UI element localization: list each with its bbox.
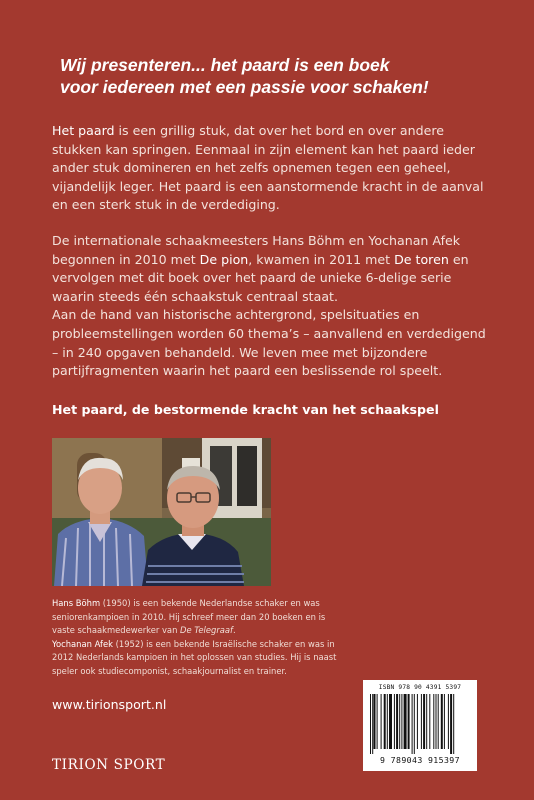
series-paragraph: [52, 232, 492, 381]
tagline: [60, 54, 510, 98]
newspaper-name: De Telegraaf: [180, 625, 233, 636]
ean-text: 9 789043 915397: [380, 755, 460, 765]
series-line-6: probleemstellingen worden 60 thema’s – aanvallend en verdedigend: [52, 325, 486, 341]
series-line-1: De internationale schaakmeesters Hans Böhm en Yochanan Afek: [52, 233, 461, 248]
author-name-afek: Yochanan Afek: [52, 638, 113, 649]
barcode-bar: [441, 694, 443, 749]
barcode-bar: [450, 694, 452, 754]
barcode-bar: [412, 694, 413, 754]
bohm-bio-line-2: seniorenkampioen in 2010. Hij schreef meer dan 20 boeken en is: [52, 611, 326, 622]
barcode-bar: [444, 694, 445, 749]
series-line-3: vervolgen met dit boek over het paard de unieke 6-delige serie: [52, 270, 452, 286]
barcode-bars: [368, 694, 472, 754]
barcode-bar: [426, 694, 427, 749]
series-line-4: waarin steeds één schaakstuk centraal staat.: [52, 288, 338, 304]
barcode-bar: [417, 694, 418, 749]
barcode-bar: [401, 694, 402, 749]
author-name-bohm: Hans Böhm: [52, 598, 101, 608]
barcode-bar: [438, 694, 439, 749]
book-title-toren: De toren: [394, 251, 449, 267]
bohm-bio-line-1: (1950) is een bekende Nederlandse schaker en was: [100, 598, 320, 608]
authors-photo: [52, 438, 271, 586]
afek-bio-line-2: 2012 Nederlands kampioen in het oplossen van studies. Hij is naast: [52, 652, 337, 663]
bohm-bio-end: .: [233, 625, 236, 636]
barcode-bar: [436, 694, 437, 749]
intro-line-2: stukken kan springen. Eenmaal in zijn element kan het paard ieder: [52, 141, 475, 157]
barcode-bar: [408, 694, 410, 749]
website-url: www.tirionsport.nl: [52, 697, 167, 712]
barcode-bar: [372, 694, 373, 754]
book-title-pion: De pion: [199, 251, 249, 267]
tagline-line-2: voor iedereen met een passie voor schaken!: [60, 77, 429, 97]
afek-bio-line-3: speler ook studiecomponist, schaakjournalist en trainer.: [52, 665, 287, 676]
barcode-bar: [404, 694, 407, 749]
series-line-2b: , kwamen in 2011 met: [248, 251, 395, 267]
series-line-2a: begonnen in 2010 met: [52, 251, 200, 267]
barcode-bar: [381, 694, 382, 749]
isbn-text: ISBN 978 90 4391 5397: [378, 684, 462, 691]
bohm-bio-line-3: vaste schaakmedewerker van: [52, 625, 181, 636]
barcode-bar: [374, 694, 376, 749]
barcode-bar: [389, 694, 392, 749]
series-line-8: partijfragmenten waarin het paard een beslissende rol speelt.: [52, 363, 443, 379]
series-line-7: – in 240 opgaven behandeld. We leven mee met bijzondere: [52, 344, 428, 360]
tagline-line-1: Wij presenteren... het paard is een boek: [60, 55, 390, 75]
intro-line-3: ander stuk domineren en het zelfs opnemen tegen een geheel,: [52, 160, 451, 176]
barcode-bar: [399, 694, 400, 749]
intro-line-1: is een grillig stuk, dat over het bord en over andere: [114, 123, 445, 138]
subtitle: Het paard, de bestormende kracht van het schaakspel: [52, 402, 439, 417]
intro-line-4: vijandelijk leger. Het paard is een aanstormende kracht in de aanval: [52, 178, 484, 194]
series-line-2c: en: [448, 251, 469, 267]
barcode-bar: [414, 694, 415, 754]
barcode-bar: [396, 694, 398, 749]
afek-bio-line-1: (1952) is een bekende Israëlische schaker en was in: [112, 638, 335, 649]
barcode-bar: [433, 694, 434, 749]
intro-paragraph: [52, 122, 492, 215]
barcode-bar: [429, 694, 430, 749]
barcode-bar: [453, 694, 454, 754]
barcode-label: [363, 680, 477, 771]
series-line-5: Aan de hand van historische achtergrond, spelsituaties en: [52, 307, 420, 323]
barcode-bar: [421, 694, 422, 749]
intro-lead: Het paard: [52, 123, 115, 138]
barcode-bar: [423, 694, 425, 749]
publisher-logo: TIRION SPORT: [52, 757, 166, 773]
barcode-bar: [448, 694, 449, 749]
barcode-bar: [384, 694, 386, 749]
barcode-bar: [387, 694, 388, 749]
intro-line-5: en een sterk stuk in de verdediging.: [52, 197, 280, 213]
authors-photo-illustration: [52, 438, 271, 586]
barcode-bar: [370, 694, 371, 754]
barcode-bar: [394, 694, 395, 749]
barcode-bar: [377, 694, 378, 749]
author-bios: [52, 597, 352, 679]
